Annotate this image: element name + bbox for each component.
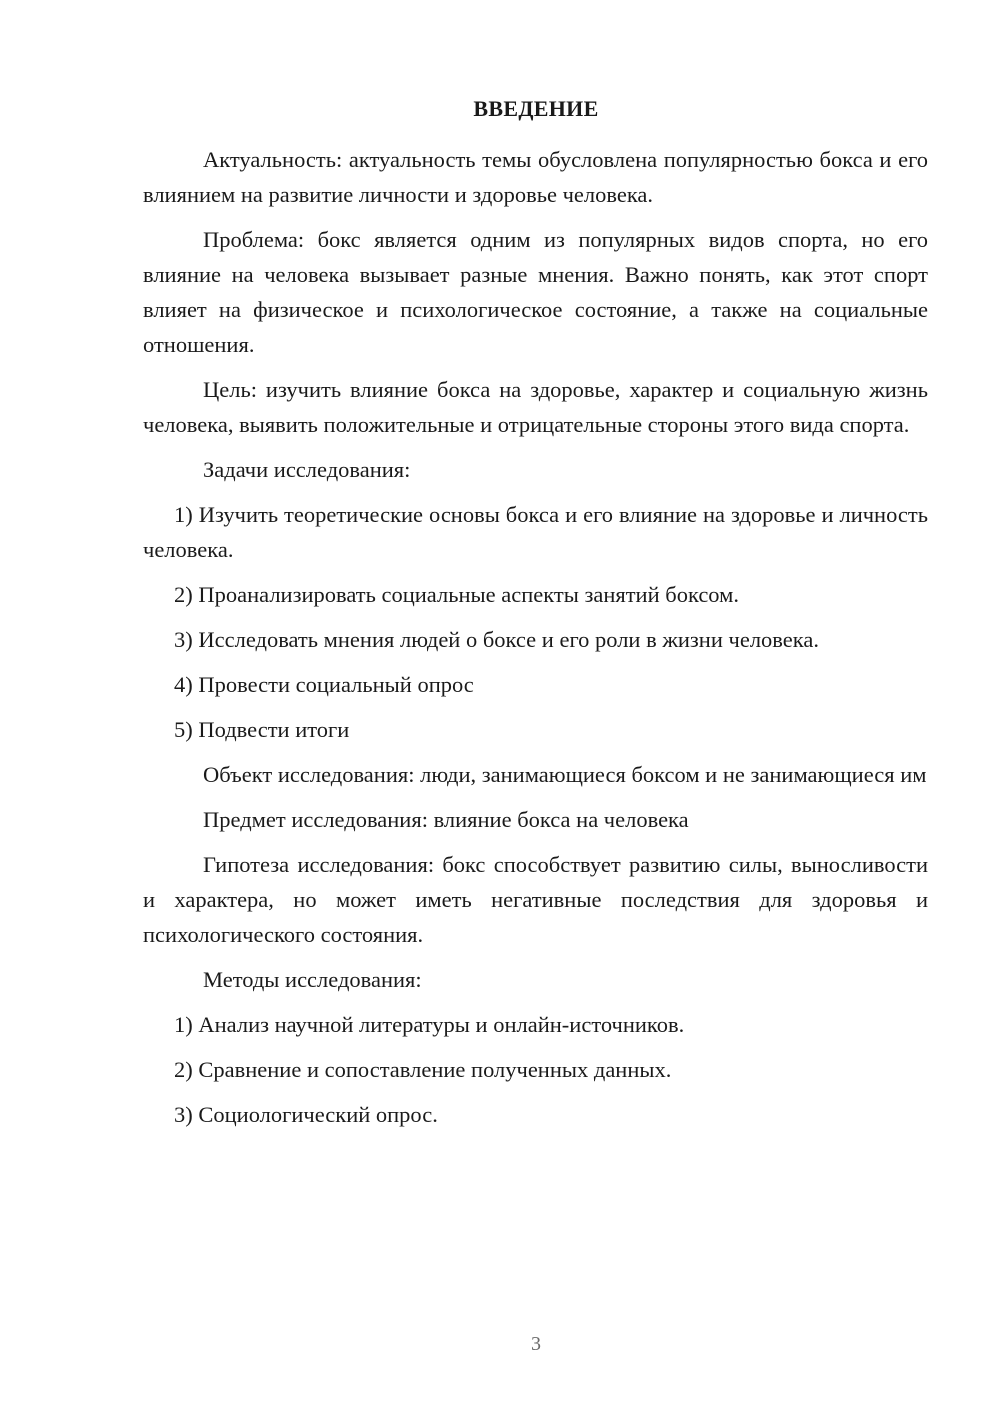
paragraph-hypothesis: Гипотеза исследования: бокс способствует развитию силы, выносливости и характера, но может иметь негативные последствия для здоровья и психологического состояния.: [143, 852, 928, 947]
paragraph-tasks-heading: Задачи исследования:: [203, 457, 411, 482]
paragraph-subject: Предмет исследования: влияние бокса на человека: [203, 807, 689, 832]
paragraph-goal: Цель: изучить влияние бокса на здоровье, характер и социальную жизнь человека, выявить положительные и отрицательные стороны этого вида спорта.: [143, 377, 928, 437]
paragraph-object: Объект исследования: люди, занимающиеся боксом и не занимающиеся им: [203, 762, 927, 787]
paragraph-methods-heading: Методы исследования:: [203, 967, 422, 992]
paragraph-relevance: Актуальность: актуальность темы обусловлена популярностью бокса и его влиянием на развитие личности и здоровье человека.: [143, 147, 928, 207]
list-item-method-2: 2) Сравнение и сопоставление полученных данных.: [174, 1057, 672, 1082]
list-item-task-2: 2) Проанализировать социальные аспекты занятий боксом.: [174, 582, 739, 607]
page-number: 3: [531, 1333, 541, 1355]
list-item-task-3: 3) Исследовать мнения людей о боксе и его роли в жизни человека.: [174, 627, 819, 652]
list-item-method-1: 1) Анализ научной литературы и онлайн-источников.: [174, 1012, 685, 1037]
list-item-task-1: 1) Изучить теоретические основы бокса и его влияние на здоровье и личность человека.: [143, 502, 928, 562]
list-item-method-3: 3) Социологический опрос.: [174, 1102, 438, 1127]
list-item-task-4: 4) Провести социальный опрос: [174, 672, 474, 697]
document-body: [143, 142, 928, 1132]
list-item-task-5: 5) Подвести итоги: [174, 717, 350, 742]
section-title: ВВЕДЕНИЕ: [473, 96, 599, 121]
paragraph-problem: Проблема: бокс является одним из популярных видов спорта, но его влияние на человека вызывает разные мнения. Важно понять, как этот спорт влияет на физическое и психологическое состояние, а также на социальные отношения.: [143, 227, 928, 357]
